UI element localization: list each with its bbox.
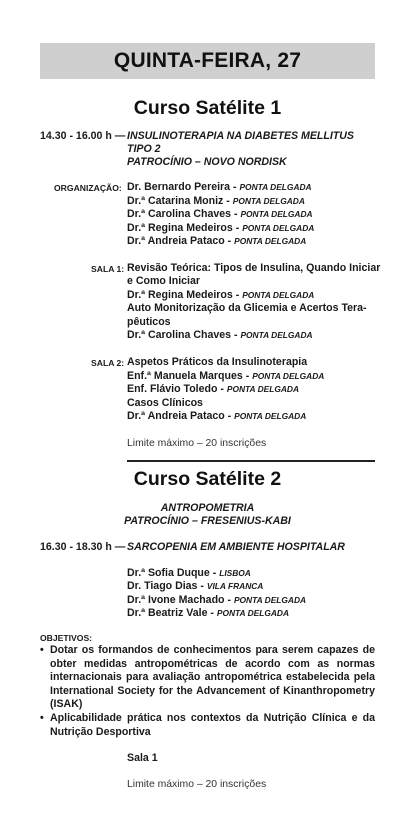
organizer-item: Dr. Bernardo Pereira - PONTA DELGADA: [127, 181, 312, 193]
sala1-topic2-line2: pêuticos: [127, 316, 171, 328]
sala2-speaker: Enf.ª Manuela Marques - PONTA DELGADA: [127, 370, 325, 382]
course1-time: 14.30 - 16.00 h —: [40, 130, 126, 142]
sala2-topic: Aspetos Práticos da Insulinoterapia: [127, 356, 308, 368]
course2-title: Curso Satélite 2: [133, 468, 282, 490]
sala1-speaker: Dr.ª Carolina Chaves - PONTA DELGADA: [127, 329, 313, 341]
objective-item: Dotar os formandos de conhecimentos para serem capazes de obter medidas antropométricas de acordo com as normas internacionais para avaliação antropométrica estabelecida pela International Society for the Advancement of Kinanthropometry (ISAK): [50, 644, 375, 711]
organizer-item: Dr.ª Carolina Chaves - PONTA DELGADA: [127, 208, 313, 220]
course2-topic: SARCOPENIA EM AMBIENTE HOSPITALAR: [127, 541, 345, 553]
course2-speaker: Dr.ª Sofia Duque - LISBOA: [127, 567, 251, 579]
course2-sponsor: PATROCÍNIO – FRESENIUS-KABI: [124, 515, 291, 527]
sala2-speaker: Enf. Flávio Toledo - PONTA DELGADA: [127, 383, 299, 395]
course2-speaker: Dr. Tiago Dias - VILA FRANCA: [127, 580, 264, 592]
bullet-icon: •: [40, 712, 44, 724]
course1-limit: Limite máximo – 20 inscrições: [127, 438, 267, 449]
course1-topic-line1: INSULINOTERAPIA NA DIABETES MELLITUS: [127, 130, 354, 142]
sala1-topic1-line2: e Como Iniciar: [127, 275, 200, 287]
course2-subtitle: ANTROPOMETRIA: [160, 502, 255, 514]
course1-title: Curso Satélite 1: [133, 97, 282, 119]
sala1-label: SALA 1:: [91, 264, 125, 274]
sala1-topic1-line1: Revisão Teórica: Tipos de Insulina, Quando Iniciar: [127, 262, 381, 274]
sala1-speaker: Dr.ª Regina Medeiros - PONTA DELGADA: [127, 289, 315, 301]
sala2-label: SALA 2:: [91, 358, 125, 368]
course2-speaker: Dr.ª Ivone Machado - PONTA DELGADA: [127, 594, 307, 606]
course1-topic-line2: TIPO 2: [127, 143, 161, 155]
course2-speaker: Dr.ª Beatriz Vale - PONTA DELGADA: [127, 607, 290, 619]
sala1-topic2-line1: Auto Monitorização da Glicemia e Acertos Tera-: [127, 302, 367, 314]
course2-room: Sala 1: [127, 752, 158, 764]
course2-limit: Limite máximo – 20 inscrições: [127, 779, 267, 790]
organization-label: ORGANIZAÇÃO:: [54, 183, 122, 193]
objectives-label: OBJETIVOS:: [40, 633, 93, 643]
bullet-icon: •: [40, 644, 44, 656]
course2-time: 16.30 - 18.30 h —: [40, 541, 126, 553]
sala2-topic2: Casos Clínicos: [127, 397, 203, 409]
organizer-item: Dr.ª Andreia Pataco - PONTA DELGADA: [127, 235, 307, 247]
section-divider: [127, 460, 375, 462]
organizer-item: Dr.ª Regina Medeiros - PONTA DELGADA: [127, 222, 315, 234]
course1-sponsor: PATROCÍNIO – NOVO NORDISK: [127, 156, 287, 168]
organizer-item: Dr.ª Catarina Moniz - PONTA DELGADA: [127, 195, 305, 207]
day-title: QUINTA-FEIRA, 27: [113, 49, 302, 72]
objective-item: Aplicabilidade prática nos contextos da Nutrição Clínica e da Nutrição Desportiva: [50, 712, 375, 738]
sala2-speaker: Dr.ª Andreia Pataco - PONTA DELGADA: [127, 410, 307, 422]
day-banner: [40, 43, 375, 79]
